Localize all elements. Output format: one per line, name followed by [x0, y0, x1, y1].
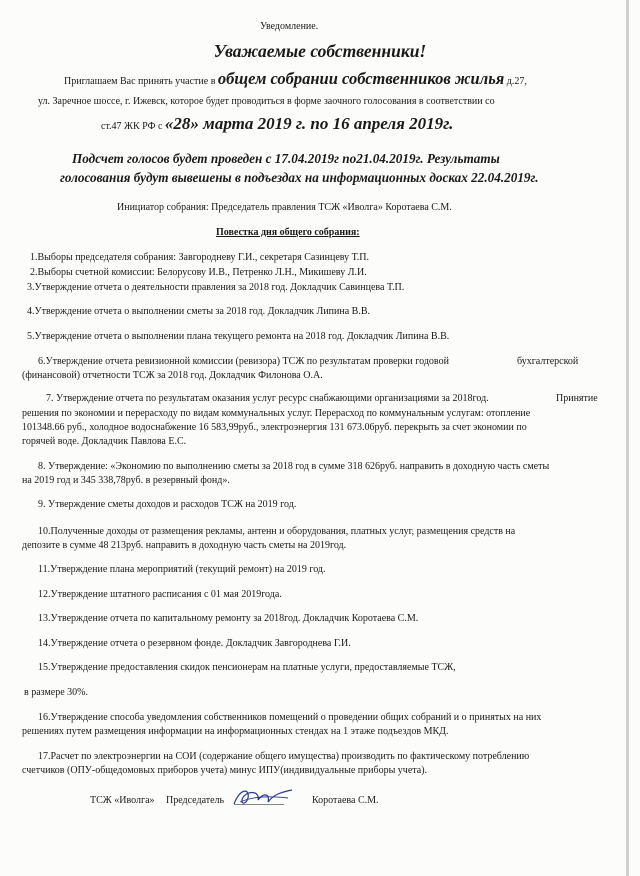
- agenda-item-14: 14.Утверждение отчета о резервном фонде. Докладчик Завгороднева Г.И.: [38, 638, 351, 649]
- agenda-item-3: 3.Утверждение отчета о деятельности правления за 2018 год. Докладчик Савинцева Т.П.: [27, 282, 405, 293]
- voting-period: «28» марта 2019 г. по 16 апреля 2019г.: [164, 114, 454, 133]
- agenda-item-2: 2.Выборы счетной комиссии: Белорусову И.В., Петренко Л.Н., Микишеву Л.И.: [30, 267, 367, 278]
- agenda-item-6-line-1-end: бухгалтерской: [517, 356, 579, 367]
- agenda-item-15-line-2: в размере 30%.: [24, 687, 89, 698]
- intro-line-2: ул. Заречное шоссе, г. Ижевск, которое будет проводиться в форме заочного голосования в соответствии со: [38, 96, 495, 107]
- signature-line: __________: [234, 795, 284, 806]
- agenda-item-15-line-1: 15.Утверждение предоставления скидок пенсионерам на платные услуги, предоставляемые ТСЖ,: [38, 662, 456, 673]
- intro-text: Приглашаем Вас принять участие в: [64, 76, 218, 87]
- agenda-item-10-line-1: 10.Полученные доходы от размещения рекламы, антенн и оборудования, платных услуг, размещения средств на: [38, 526, 516, 537]
- agenda-item-13: 13.Утверждение отчета по капитальному ремонту за 2018год. Докладчик Коротаева С.М.: [38, 613, 419, 624]
- agenda-item-5: 5.Утверждение отчета о выполнении плана текущего ремонта на 2018 год. Докладчик Липина В.В.: [27, 331, 450, 342]
- notice-heading: Уведомление.: [260, 21, 319, 32]
- agenda-item-8-line-2: на 2019 год и 345 338,78руб. в резервный фонд».: [22, 475, 230, 486]
- agenda-item-17-line-2: счетчиков (ОПУ-общедомовых приборов учета) минус ИПУ(индивидуальные приборы учета).: [22, 765, 428, 776]
- agenda-item-6-line-1: 6.Утверждение отчета ревизионной комиссии (ревизора) ТСЖ по результатам проверки годовой: [38, 356, 449, 367]
- meeting-type: общем собрании собственников жилья: [217, 69, 505, 88]
- signature-name: Коротаева С.М.: [312, 795, 379, 806]
- agenda-item-9: 9. Утверждение сметы доходов и расходов ТСЖ на 2019 год.: [38, 499, 297, 510]
- agenda-item-17-line-1: 17.Расчет по электроэнергии на СОИ (содержание общего имущества) производить по фактическому потреблению: [38, 751, 530, 762]
- house-number: д.27,: [504, 76, 527, 87]
- greeting-title: Уважаемые собственники!: [213, 41, 427, 61]
- agenda-item-7-line-1-end: Принятие: [556, 393, 598, 404]
- intro-line-1: [64, 69, 527, 88]
- agenda-item-8-line-1: 8. Утверждение: «Экономию по выполнению сметы за 2018 год в сумме 318 626руб. направить в доходную часть сметы: [38, 461, 550, 472]
- agenda-item-11: 11.Утверждение плана мероприятий (текущий ремонт) на 2019 год.: [38, 564, 326, 575]
- agenda-item-7-line-3: 101348.66 руб., холодное водоснабжение 16 583,99руб., электроэнергия 131 673.06руб. перекрыть за счет экономии по: [22, 422, 527, 433]
- law-reference: ст.47 ЖК РФ с: [101, 121, 165, 132]
- agenda-item-10-line-2: депозите в сумме 48 213руб. направить в доходную часть сметы на 2019год.: [22, 540, 347, 551]
- page-edge-shadow: [626, 0, 629, 876]
- agenda-item-7-line-4: горячей воде. Докладчик Павлова Е.С.: [22, 436, 187, 447]
- agenda-item-12: 12.Утверждение штатного расписания с 01 мая 2019года.: [38, 589, 282, 600]
- agenda-item-4: 4.Утверждение отчета о выполнении сметы за 2018 год. Докладчик Липина В.В.: [27, 306, 370, 317]
- initiator: Инициатор собрания: Председатель правления ТСЖ «Иволга» Коротаева С.М.: [117, 202, 452, 213]
- agenda-item-16-line-1: 16.Утверждение способа уведомления собственников помещений о проведении общих собраний и о принятых на них: [38, 712, 542, 723]
- signature-role: Председатель: [166, 795, 225, 806]
- agenda-item-7-line-2: решения по экономии и перерасходу по видам коммунальных услуг. Перерасход по коммунальным услугам: отопление: [22, 408, 531, 419]
- count-line-1: Подсчет голосов будет проведен с 17.04.2019г по21.04.2019г. Результаты: [72, 151, 500, 166]
- agenda-item-7-line-1: 7. Утверждение отчета по результатам оказания услуг ресурс снабжающими организациями за 2018год.: [46, 393, 489, 404]
- agenda-item-1: 1.Выборы председателя собрания: Завгородневу Г.И., секретаря Сазинцеву Т.П.: [30, 252, 369, 263]
- handwritten-signature: [230, 784, 296, 810]
- agenda-item-16-line-2: решениях путем размещения информации на информационных стендах на 1 этаже подъездов МКД.: [22, 726, 449, 737]
- signature-org: ТСЖ «Иволга»: [90, 795, 155, 806]
- count-line-2: голосования будут вывешены в подъездах на информационных досках 22.04.2019г.: [60, 170, 539, 185]
- agenda-item-6-line-2: (финансовой) отчетности ТСЖ за 2018 год. Докладчик Филонова О.А.: [22, 370, 323, 381]
- agenda-title: Повестка дня общего собрания:: [216, 227, 360, 238]
- intro-line-3: [101, 114, 454, 133]
